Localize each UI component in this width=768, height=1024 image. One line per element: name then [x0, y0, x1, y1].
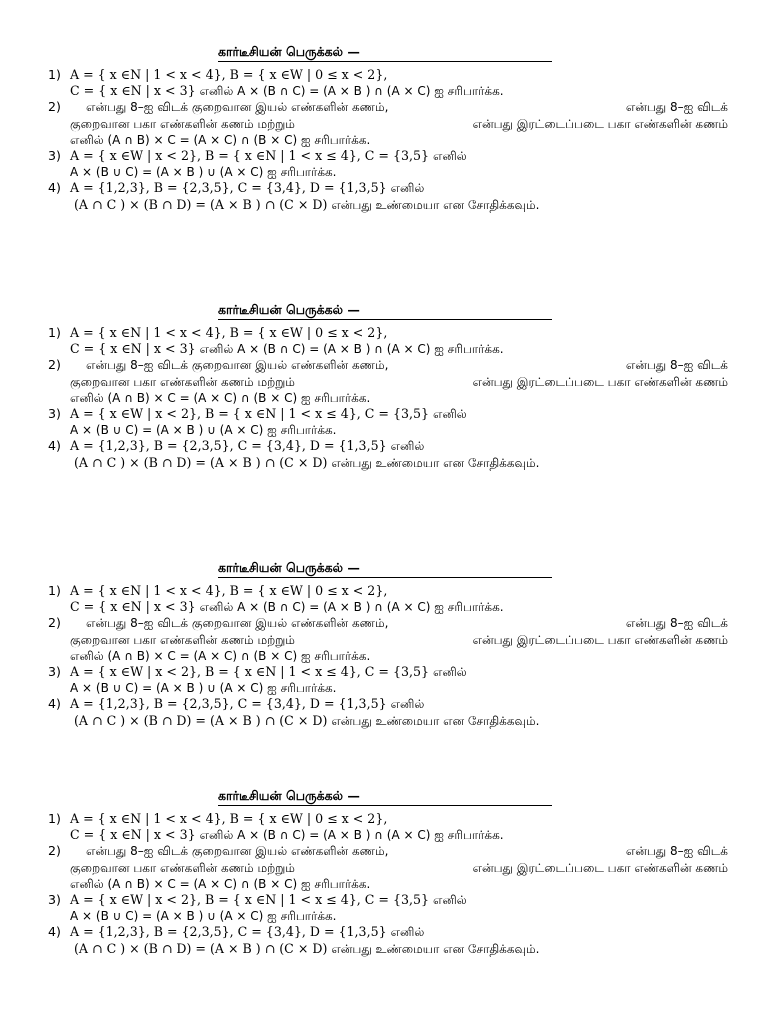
question-number: 1): [48, 811, 61, 826]
q2-text-a: என்பது 8–ஐ விடக் குறைவான இயல் எண்களின் கணம்,: [86, 100, 389, 115]
title-underline: [218, 805, 552, 806]
q2-line-2: [70, 860, 728, 876]
q2-line-1: [70, 99, 728, 115]
q2-text-d: என்பது இரட்டைப்படை பகா எண்களின் கணம்: [472, 374, 728, 389]
q3-statement: A × (B ∪ C) = (A × B ) ∪ (A × C) ஐ சரிபார்க்க.: [70, 909, 337, 924]
q4-equation: (A ∩ C ) × (B ∩ D) = (A × B ) ∩ (C × D): [74, 196, 328, 212]
exercise-block: [48, 302, 728, 471]
question-4: [48, 696, 728, 728]
question-1: [48, 325, 728, 357]
exercise-block: [48, 560, 728, 729]
q1-line-1: A = { x ∈N | 1 < x < 4}, B = { x ∈W | 0 ≤ x < 2},: [70, 583, 388, 598]
q4-statement: என்பது உண்மையா என சோதிக்கவும்.: [331, 941, 540, 956]
question-3: [48, 148, 728, 180]
title-row: [48, 560, 728, 580]
q2-line-2: [70, 374, 728, 390]
title-row: [48, 44, 728, 64]
q2-text-a: என்பது 8–ஐ விடக் குறைவான இயல் எண்களின் கணம்,: [86, 844, 389, 859]
q3-statement: A × (B ∪ C) = (A × B ) ∪ (A × C) ஐ சரிபார்க்க.: [70, 681, 337, 696]
question-list: [48, 811, 728, 957]
question-list: [48, 325, 728, 471]
q4-equation: (A ∩ C ) × (B ∩ D) = (A × B ) ∩ (C × D): [74, 712, 328, 728]
q2-line-1: [70, 615, 728, 631]
question-2: [48, 99, 728, 148]
question-number: 4): [48, 924, 61, 940]
q4-statement: என்பது உண்மையா என சோதிக்கவும்.: [331, 197, 540, 212]
question-number: 2): [48, 615, 61, 631]
section-title: கார்டீசியன் பெருக்கல் —: [218, 788, 360, 803]
question-number: 2): [48, 99, 61, 115]
q2-text-b: என்பது 8–ஐ விடக்: [625, 844, 728, 859]
title-underline: [218, 61, 552, 62]
q4-statement: என்பது உண்மையா என சோதிக்கவும்.: [331, 713, 540, 728]
q2-line-1: [70, 843, 728, 859]
q3-statement: A × (B ∪ C) = (A × B ) ∪ (A × C) ஐ சரிபார்க்க.: [70, 165, 337, 180]
q3-statement: A × (B ∪ C) = (A × B ) ∪ (A × C) ஐ சரிபார்க்க.: [70, 423, 337, 438]
question-4: [48, 924, 728, 956]
question-number: 4): [48, 696, 61, 712]
question-4: [48, 438, 728, 470]
question-number: 4): [48, 180, 61, 196]
question-3: [48, 406, 728, 438]
q2-text-c: குறைவான பகா எண்களின் கணம் மற்றும்: [70, 860, 295, 875]
q1-set-c: C = { x ∈N | x < 3}: [70, 83, 196, 99]
q3-sets: A = { x ∈W | x < 2}, B = { x ∈N | 1 < x ≤ 4}, C = {3,5}: [70, 406, 430, 422]
q1-line-1: A = { x ∈N | 1 < x < 4}, B = { x ∈W | 0 ≤ x < 2},: [70, 325, 388, 340]
q2-text-c: குறைவான பகா எண்களின் கணம் மற்றும்: [70, 374, 295, 389]
q4-sets: A = {1,2,3}, B = {2,3,5}, C = {3,4}, D = {1,3,5}: [70, 438, 387, 454]
title-row: [48, 788, 728, 808]
q1-set-c: C = { x ∈N | x < 3}: [70, 341, 196, 357]
question-3: [48, 892, 728, 924]
q1-line-1: A = { x ∈N | 1 < x < 4}, B = { x ∈W | 0 ≤ x < 2},: [70, 811, 388, 826]
question-2: [48, 357, 728, 406]
q3-condition: எனில்: [433, 149, 467, 164]
q4-statement: என்பது உண்மையா என சோதிக்கவும்.: [331, 455, 540, 470]
question-number: 3): [48, 406, 61, 422]
q2-line-3: எனில் (A ∩ B) × C = (A × C) ∩ (B × C) ஐ சரிபார்க்க.: [70, 648, 371, 663]
q4-condition: எனில்: [390, 925, 425, 940]
q2-line-1: [70, 357, 728, 373]
q3-condition: எனில்: [433, 893, 467, 908]
q3-condition: எனில்: [433, 407, 467, 422]
q4-condition: எனில்: [390, 697, 425, 712]
section-title: கார்டீசியன் பெருக்கல் —: [218, 44, 360, 59]
question-number: 2): [48, 357, 61, 373]
q4-sets: A = {1,2,3}, B = {2,3,5}, C = {3,4}, D = {1,3,5}: [70, 180, 387, 196]
question-4: [48, 180, 728, 212]
q4-condition: எனில்: [390, 439, 425, 454]
q2-text-c: குறைவான பகா எண்களின் கணம் மற்றும்: [70, 632, 295, 647]
question-number: 1): [48, 583, 61, 598]
q2-text-b: என்பது 8–ஐ விடக்: [625, 100, 728, 115]
q1-set-c: C = { x ∈N | x < 3}: [70, 599, 196, 615]
question-number: 3): [48, 148, 61, 164]
question-list: [48, 583, 728, 729]
title-row: [48, 302, 728, 322]
q2-line-2: [70, 116, 728, 132]
q1-statement: எனில் A × (B ∩ C) = (A × B ) ∩ (A × C) ஐ சரிபார்க்க.: [199, 84, 504, 99]
q4-equation: (A ∩ C ) × (B ∩ D) = (A × B ) ∩ (C × D): [74, 940, 328, 956]
q2-line-2: [70, 632, 728, 648]
question-1: [48, 811, 728, 843]
q4-sets: A = {1,2,3}, B = {2,3,5}, C = {3,4}, D = {1,3,5}: [70, 924, 387, 940]
exercise-block: [48, 44, 728, 213]
q1-line-1: A = { x ∈N | 1 < x < 4}, B = { x ∈W | 0 ≤ x < 2},: [70, 67, 388, 82]
q4-sets: A = {1,2,3}, B = {2,3,5}, C = {3,4}, D = {1,3,5}: [70, 696, 387, 712]
question-number: 3): [48, 892, 61, 908]
q4-condition: எனில்: [390, 181, 425, 196]
q1-statement: எனில் A × (B ∩ C) = (A × B ) ∩ (A × C) ஐ சரிபார்க்க.: [199, 342, 504, 357]
q3-sets: A = { x ∈W | x < 2}, B = { x ∈N | 1 < x ≤ 4}, C = {3,5}: [70, 148, 430, 164]
q2-line-3: எனில் (A ∩ B) × C = (A × C) ∩ (B × C) ஐ சரிபார்க்க.: [70, 132, 371, 147]
q3-sets: A = { x ∈W | x < 2}, B = { x ∈N | 1 < x ≤ 4}, C = {3,5}: [70, 664, 430, 680]
section-title: கார்டீசியன் பெருக்கல் —: [218, 560, 360, 575]
question-2: [48, 615, 728, 664]
question-number: 1): [48, 67, 61, 82]
question-number: 2): [48, 843, 61, 859]
q2-text-b: என்பது 8–ஐ விடக்: [625, 358, 728, 373]
question-1: [48, 583, 728, 615]
q2-text-d: என்பது இரட்டைப்படை பகா எண்களின் கணம்: [472, 860, 728, 875]
q1-statement: எனில் A × (B ∩ C) = (A × B ) ∩ (A × C) ஐ சரிபார்க்க.: [199, 600, 504, 615]
question-number: 4): [48, 438, 61, 454]
q2-line-3: எனில் (A ∩ B) × C = (A × C) ∩ (B × C) ஐ சரிபார்க்க.: [70, 390, 371, 405]
title-underline: [218, 319, 552, 320]
q1-statement: எனில் A × (B ∩ C) = (A × B ) ∩ (A × C) ஐ சரிபார்க்க.: [199, 828, 504, 843]
question-1: [48, 67, 728, 99]
exercise-block: [48, 788, 728, 957]
question-number: 3): [48, 664, 61, 680]
question-number: 1): [48, 325, 61, 340]
q2-text-d: என்பது இரட்டைப்படை பகா எண்களின் கணம்: [472, 632, 728, 647]
q2-text-c: குறைவான பகா எண்களின் கணம் மற்றும்: [70, 116, 295, 131]
q2-text-b: என்பது 8–ஐ விடக்: [625, 616, 728, 631]
title-underline: [218, 577, 552, 578]
q3-condition: எனில்: [433, 665, 467, 680]
section-title: கார்டீசியன் பெருக்கல் —: [218, 302, 360, 317]
q2-text-d: என்பது இரட்டைப்படை பகா எண்களின் கணம்: [472, 116, 728, 131]
q2-line-3: எனில் (A ∩ B) × C = (A × C) ∩ (B × C) ஐ சரிபார்க்க.: [70, 876, 371, 891]
q2-text-a: என்பது 8–ஐ விடக் குறைவான இயல் எண்களின் கணம்,: [86, 358, 389, 373]
q1-set-c: C = { x ∈N | x < 3}: [70, 827, 196, 843]
question-2: [48, 843, 728, 892]
question-3: [48, 664, 728, 696]
q3-sets: A = { x ∈W | x < 2}, B = { x ∈N | 1 < x ≤ 4}, C = {3,5}: [70, 892, 430, 908]
q4-equation: (A ∩ C ) × (B ∩ D) = (A × B ) ∩ (C × D): [74, 454, 328, 470]
question-list: [48, 67, 728, 213]
q2-text-a: என்பது 8–ஐ விடக் குறைவான இயல் எண்களின் கணம்,: [86, 616, 389, 631]
